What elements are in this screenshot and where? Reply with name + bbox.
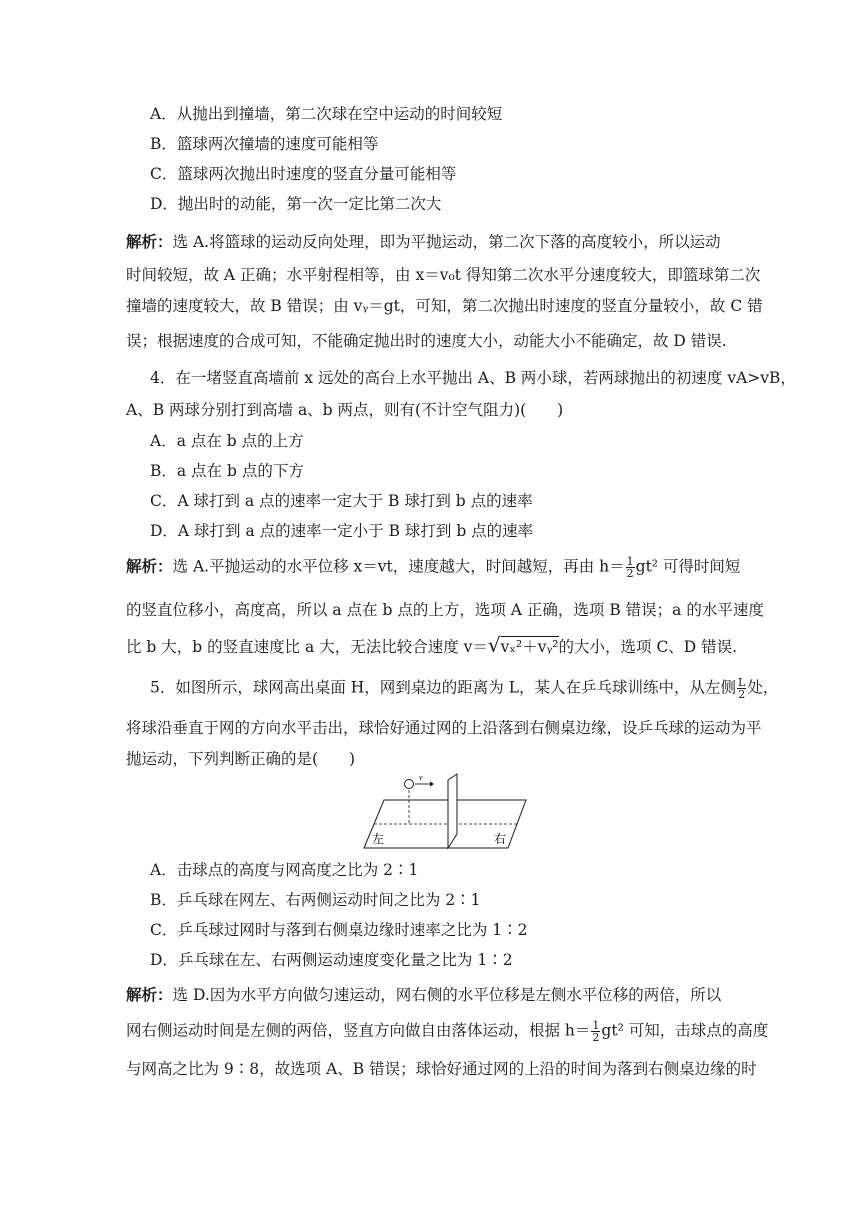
table-net-figure <box>362 772 528 852</box>
q4-analysis-line-1: 解析：选 A.平抛运动的水平位移 x＝vt，速度越大，时间越短，再由 h＝ $\frac{1}{2}$ gt² 可得时间短 <box>126 555 741 580</box>
velocity-label: v <box>419 773 423 782</box>
left-label: 左 <box>372 832 385 846</box>
analysis-label: 解析： <box>126 556 173 576</box>
ball-icon <box>405 780 414 789</box>
q5-analysis-line-3: 与网高之比为 9∶8，故选项 A、B 错误；球恰好通过网的上沿的时间为落到右侧桌边缘的时 <box>126 1060 757 1078</box>
fraction-one-half: $\frac{1}{2}$ <box>626 555 634 580</box>
q4-analysis-line-2: 的竖直位移小，高度高，所以 a 点在 b 点的上方，选项 A 正确，选项 B 错误；a 的水平速度 <box>126 601 764 619</box>
sqrt-expression: vₓ²＋vᵧ² <box>500 638 559 656</box>
q3-analysis-line-1: 解析：选 A.将篮球的运动反向处理，即为平抛运动，第二次下落的高度较小，所以运动 <box>126 232 721 251</box>
q3-option-c: C．篮球两次抛出时速度的竖直分量可能相等 <box>150 165 457 183</box>
q4-option-d: D．A 球打到 a 点的速率一定小于 B 球打到 b 点的速率 <box>150 522 534 540</box>
q4-stem-line-1: 4．在一堵竖直高墙前 x 远处的高台上水平抛出 A、B 两小球，若两球抛出的初速度 vA>vB， <box>150 369 796 387</box>
q3-analysis-line-3: 撞墙的速度较大，故 B 错误；由 vᵧ＝gt，可知，第二次抛出时速度的竖直分量较小，故 C 错 <box>126 297 763 315</box>
q5-option-d: D．乒乓球在左、右两侧运动速度变化量之比为 1∶2 <box>150 951 513 969</box>
q4-option-c: C．A 球打到 a 点的速率一定大于 B 球打到 b 点的速率 <box>150 492 533 510</box>
q5-analysis-line-2: 网右侧运动时间是左侧的两倍，竖直方向做自由落体运动，根据 h＝ $\frac{1}{2}$ gt² 可知，击球点的高度 <box>126 1019 769 1044</box>
q3-analysis-line-4: 误；根据速度的合成可知，不能确定抛出时的速度大小，动能大小不能确定，故 D 错误. <box>126 332 727 350</box>
q4-stem-line-2: A、B 两球分别打到高墙 a、b 两点，则有(不计空气阻力)( ) <box>126 401 564 419</box>
analysis-label: 解析： <box>126 985 173 1004</box>
sqrt-symbol: √ <box>487 633 501 657</box>
q3-option-a: A．从抛出到撞墙，第二次球在空中运动的时间较短 <box>150 105 503 123</box>
q4-analysis-line-3: 比 b 大，b 的竖直速度比 a 大，无法比较合速度 v＝√vₓ²＋vᵧ²的大小，选项 C、D 错误. <box>126 633 738 657</box>
q5-stem-line-3: 抛运动，下列判断正确的是( ) <box>126 750 356 768</box>
q3-option-d: D．抛出时的动能，第一次一定比第二次大 <box>150 195 442 213</box>
arrow-head-icon <box>430 782 434 787</box>
q5-stem-line-2: 将球沿垂直于网的方向水平击出，球恰好通过网的上沿落到右侧桌边缘，设乒乓球的运动为平 <box>126 719 762 737</box>
q5-option-b: B．乒乓球在网左、右两侧运动时间之比为 2∶1 <box>150 891 481 909</box>
q3-analysis-line-2: 时间较短，故 A 正确；水平射程相等，由 x＝v₀t 得知第二次水平分速度较大，即篮球第二次 <box>126 266 761 284</box>
q4-option-a: A．a 点在 b 点的上方 <box>150 432 304 450</box>
analysis-label: 解析： <box>126 232 173 251</box>
q3-option-b: B．篮球两次撞墙的速度可能相等 <box>150 135 379 153</box>
right-label: 右 <box>494 832 507 846</box>
q5-option-a: A．击球点的高度与网高度之比为 2∶1 <box>150 861 419 879</box>
fraction-one-half: $\frac{1}{2}$ <box>592 1019 600 1044</box>
net <box>448 774 457 848</box>
q5-stem-line-1: 5．如图所示，球网高出桌面 H，网到桌边的距离为 L，某人在乒乓球训练中，从左侧 $\frac{L}{2}$ 处， <box>150 676 779 701</box>
fraction-l-half: $\frac{L}{2}$ <box>738 676 746 701</box>
q5-option-c: C．乒乓球过网时与落到右侧桌边缘时速率之比为 1∶2 <box>150 921 528 939</box>
q5-analysis-line-1: 解析：选 D.因为水平方向做匀速运动，网右侧的水平位移是左侧水平位移的两倍，所以 <box>126 985 722 1004</box>
q4-option-b: B．a 点在 b 点的下方 <box>150 462 304 480</box>
